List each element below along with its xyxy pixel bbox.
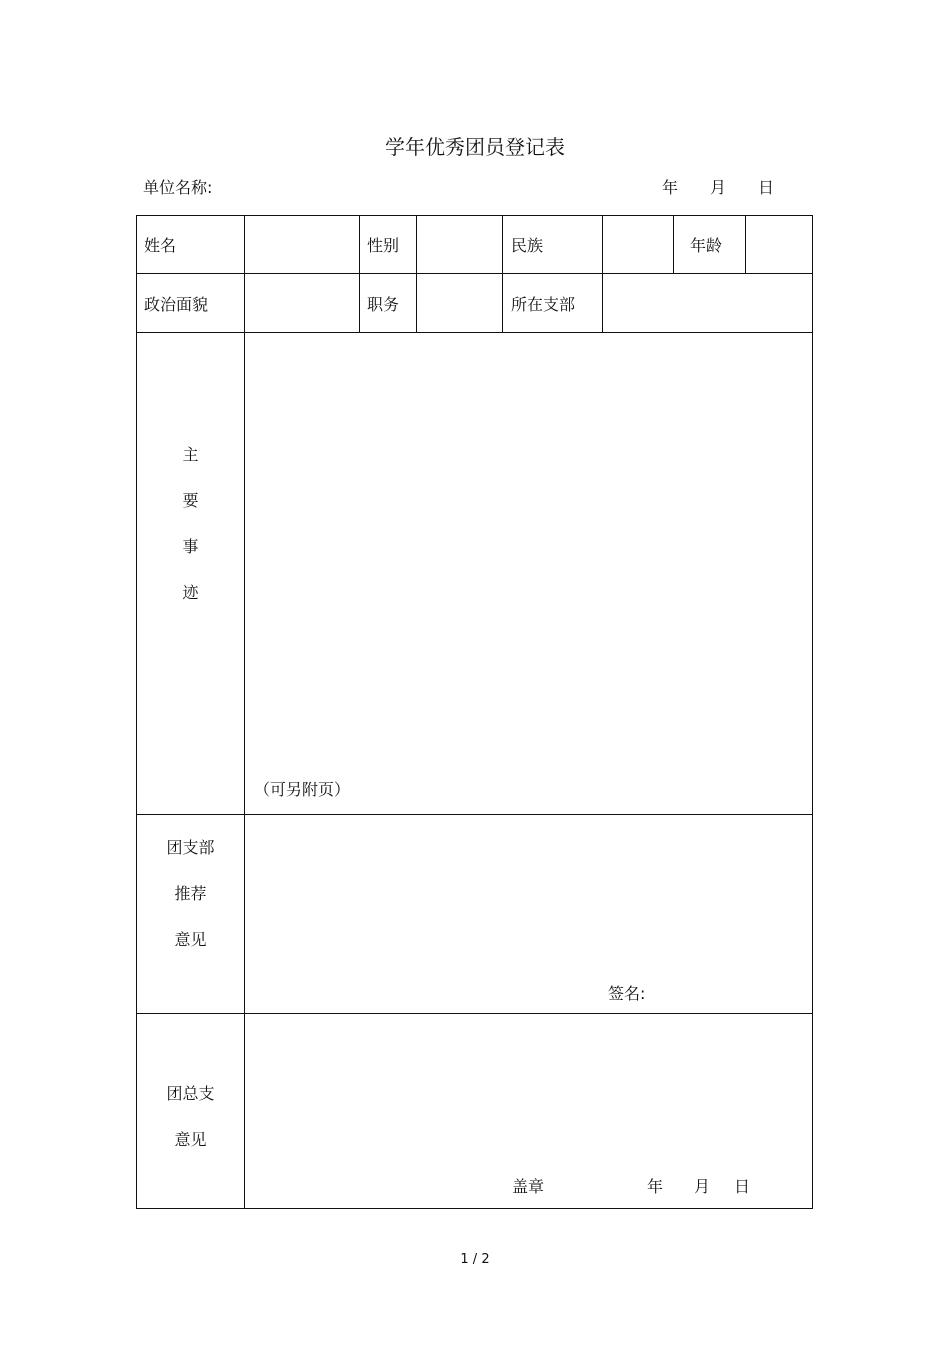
position-label: 职务 bbox=[367, 295, 400, 314]
name-field[interactable] bbox=[246, 217, 358, 272]
row-divider bbox=[137, 273, 812, 274]
unit-name-label: 单位名称: bbox=[143, 178, 213, 197]
attach-page-note: （可另附页） bbox=[254, 780, 351, 799]
position-field[interactable] bbox=[418, 275, 501, 331]
main-deeds-field[interactable] bbox=[246, 334, 811, 813]
age-field[interactable] bbox=[747, 217, 811, 272]
general-branch-opinion-line: 团总支 bbox=[166, 1084, 215, 1103]
general-branch-opinion-label bbox=[137, 1071, 244, 1163]
branch-recommendation-line: 团支部 bbox=[166, 838, 215, 857]
header-month-label: 月 bbox=[710, 178, 727, 197]
column-divider bbox=[416, 216, 417, 332]
row-divider bbox=[137, 332, 812, 333]
stamp-year-label: 年 bbox=[647, 1177, 664, 1196]
stamp-month-label: 月 bbox=[694, 1177, 711, 1196]
stamp-label: 盖章 bbox=[512, 1177, 545, 1196]
header-day-label: 日 bbox=[758, 178, 775, 197]
column-divider bbox=[602, 216, 603, 332]
branch-label: 所在支部 bbox=[511, 295, 576, 314]
gender-field[interactable] bbox=[418, 217, 501, 272]
branch-recommendation-label bbox=[137, 825, 244, 963]
main-deeds-label bbox=[137, 432, 244, 616]
label-column-divider bbox=[244, 216, 245, 1208]
branch-recommendation-field[interactable] bbox=[246, 816, 811, 1012]
page-number: 1 / 2 bbox=[460, 1252, 490, 1267]
political-status-field[interactable] bbox=[246, 275, 358, 331]
page-title: 学年优秀团员登记表 bbox=[385, 135, 565, 159]
ethnicity-label: 民族 bbox=[511, 236, 544, 255]
main-deeds-char: 事 bbox=[182, 537, 199, 556]
branch-recommendation-line: 推荐 bbox=[174, 884, 207, 903]
signature-label: 签名: bbox=[608, 984, 646, 1003]
main-deeds-char: 要 bbox=[182, 491, 199, 510]
main-deeds-char: 迹 bbox=[182, 583, 199, 602]
column-divider bbox=[359, 216, 360, 332]
branch-field[interactable] bbox=[604, 275, 811, 331]
main-deeds-char: 主 bbox=[182, 445, 199, 464]
row-divider bbox=[137, 814, 812, 815]
political-status-label: 政治面貌 bbox=[144, 295, 209, 314]
column-divider bbox=[673, 216, 674, 273]
gender-label: 性别 bbox=[367, 236, 400, 255]
column-divider bbox=[745, 216, 746, 273]
name-label: 姓名 bbox=[144, 236, 177, 255]
column-divider bbox=[502, 216, 503, 332]
branch-recommendation-line: 意见 bbox=[174, 930, 207, 949]
row-divider bbox=[137, 1013, 812, 1014]
general-branch-opinion-line: 意见 bbox=[174, 1130, 207, 1149]
ethnicity-field[interactable] bbox=[604, 217, 672, 272]
registration-form-table bbox=[136, 215, 813, 1209]
header-year-label: 年 bbox=[662, 178, 679, 197]
stamp-day-label: 日 bbox=[734, 1177, 751, 1196]
age-label: 年龄 bbox=[690, 236, 723, 255]
